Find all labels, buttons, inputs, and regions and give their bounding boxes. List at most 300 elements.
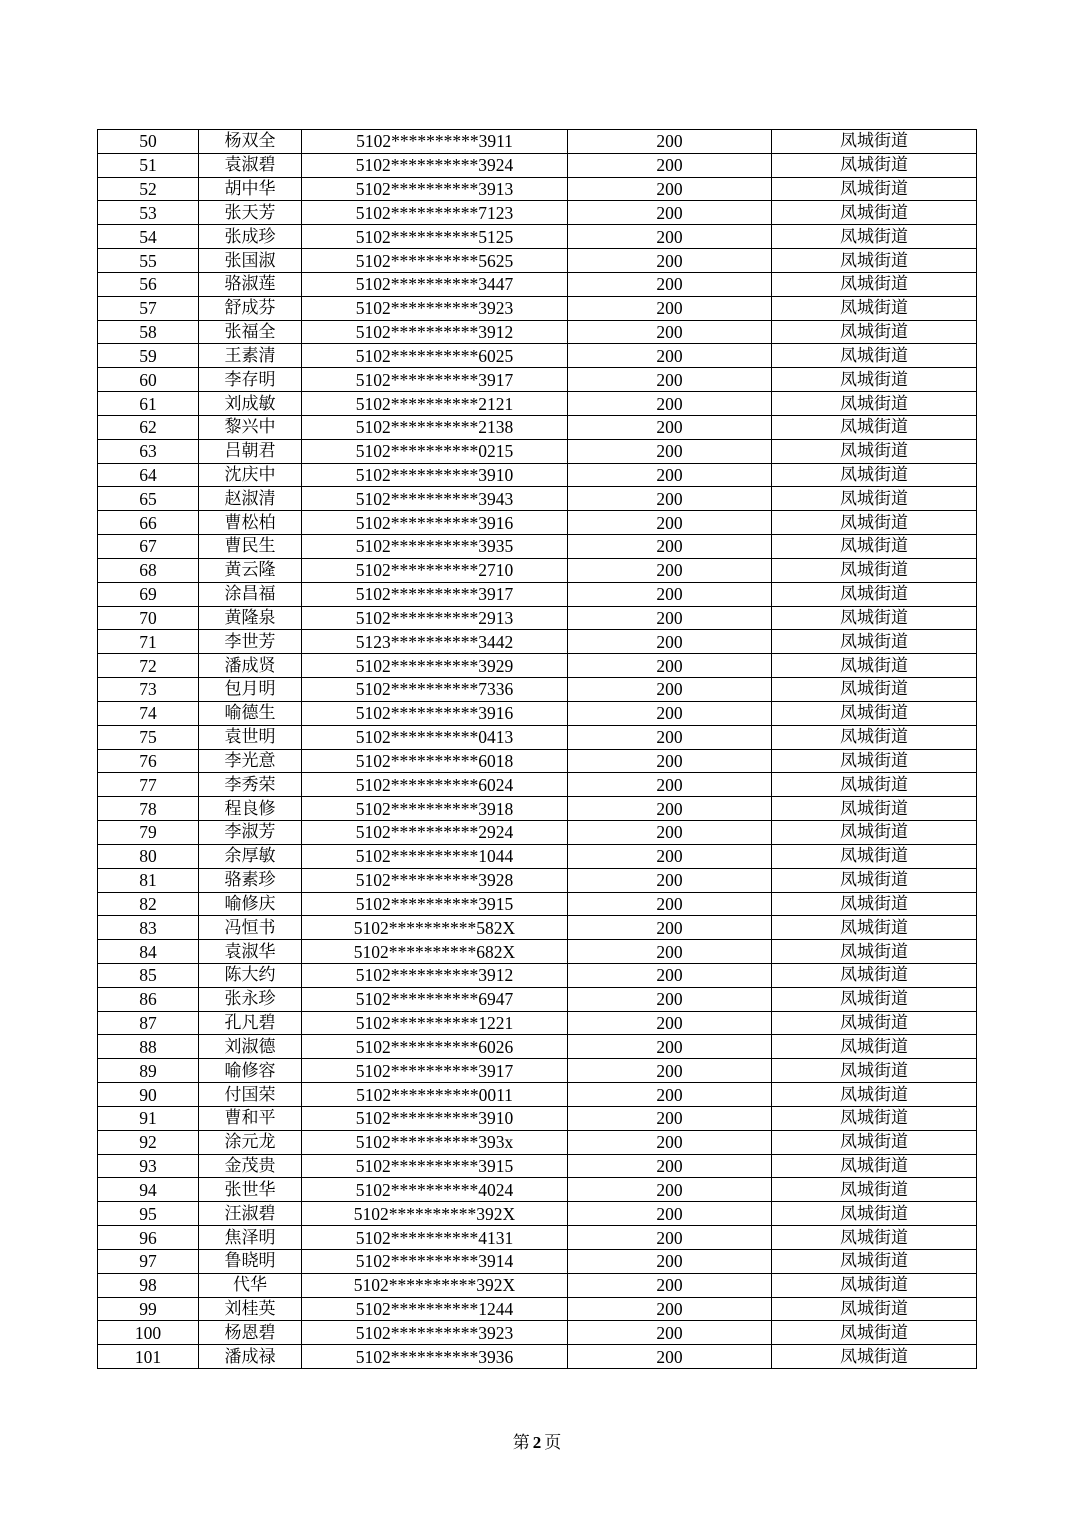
person-name-cell: 付国荣	[199, 1083, 302, 1107]
person-name-cell: 李光意	[199, 749, 302, 773]
amount-cell: 200	[568, 606, 772, 630]
area-name-cell: 凤城街道	[772, 1130, 977, 1154]
row-number-cell: 58	[98, 320, 199, 344]
page-label-suffix: 页	[544, 1433, 562, 1453]
id-number-cell: 5102**********2710	[302, 558, 568, 582]
row-number-cell: 78	[98, 797, 199, 821]
id-number-cell: 5102**********1044	[302, 844, 568, 868]
amount-cell: 200	[568, 272, 772, 296]
row-number-cell: 52	[98, 177, 199, 201]
area-name-cell: 凤城街道	[772, 439, 977, 463]
area-name-cell: 凤城街道	[772, 249, 977, 273]
area-name-cell: 凤城街道	[772, 201, 977, 225]
amount-cell: 200	[568, 392, 772, 416]
row-number-cell: 92	[98, 1130, 199, 1154]
id-number-cell: 5102**********3915	[302, 1154, 568, 1178]
person-name-cell: 吕朝君	[199, 439, 302, 463]
area-name-cell: 凤城街道	[772, 344, 977, 368]
id-number-cell: 5102**********3913	[302, 177, 568, 201]
person-name-cell: 黄隆泉	[199, 606, 302, 630]
id-number-cell: 5102**********3923	[302, 1321, 568, 1345]
id-number-cell: 5102**********4131	[302, 1226, 568, 1250]
person-name-cell: 鲁晓明	[199, 1249, 302, 1273]
table-row	[98, 654, 977, 678]
table-row	[98, 249, 977, 273]
area-name-cell: 凤城街道	[772, 725, 977, 749]
id-number-cell: 5102**********3911	[302, 130, 568, 154]
table-row	[98, 1321, 977, 1345]
table-row	[98, 1202, 977, 1226]
row-number-cell: 95	[98, 1202, 199, 1226]
id-number-cell: 5102**********1244	[302, 1297, 568, 1321]
table-row	[98, 535, 977, 559]
id-number-cell: 5102**********2913	[302, 606, 568, 630]
amount-cell: 200	[568, 844, 772, 868]
table-row	[98, 1011, 977, 1035]
person-name-cell: 杨双全	[199, 130, 302, 154]
person-name-cell: 曹民生	[199, 535, 302, 559]
id-number-cell: 5102**********3917	[302, 582, 568, 606]
id-number-cell: 5102**********5625	[302, 249, 568, 273]
amount-cell: 200	[568, 678, 772, 702]
id-number-cell: 5102**********3916	[302, 701, 568, 725]
person-name-cell: 喻德生	[199, 701, 302, 725]
area-name-cell: 凤城街道	[772, 606, 977, 630]
table-row	[98, 558, 977, 582]
table-row	[98, 678, 977, 702]
person-name-cell: 代华	[199, 1273, 302, 1297]
person-name-cell: 张成珍	[199, 225, 302, 249]
row-number-cell: 57	[98, 296, 199, 320]
row-number-cell: 90	[98, 1083, 199, 1107]
amount-cell: 200	[568, 1035, 772, 1059]
amount-cell: 200	[568, 320, 772, 344]
amount-cell: 200	[568, 1202, 772, 1226]
amount-cell: 200	[568, 439, 772, 463]
amount-cell: 200	[568, 1154, 772, 1178]
row-number-cell: 83	[98, 916, 199, 940]
id-number-cell: 5102**********392X	[302, 1273, 568, 1297]
row-number-cell: 74	[98, 701, 199, 725]
person-name-cell: 舒成芬	[199, 296, 302, 320]
area-name-cell: 凤城街道	[772, 844, 977, 868]
table-row	[98, 1273, 977, 1297]
table-row	[98, 1345, 977, 1369]
person-name-cell: 李秀荣	[199, 773, 302, 797]
person-name-cell: 汪淑碧	[199, 1202, 302, 1226]
id-number-cell: 5102**********2138	[302, 415, 568, 439]
recipient-table	[97, 129, 977, 1369]
id-number-cell: 5102**********2121	[302, 392, 568, 416]
person-name-cell: 喻修庆	[199, 892, 302, 916]
area-name-cell: 凤城街道	[772, 1178, 977, 1202]
person-name-cell: 沈庆中	[199, 463, 302, 487]
id-number-cell: 5102**********3910	[302, 463, 568, 487]
area-name-cell: 凤城街道	[772, 701, 977, 725]
row-number-cell: 79	[98, 821, 199, 845]
table-row	[98, 749, 977, 773]
id-number-cell: 5102**********3912	[302, 320, 568, 344]
row-number-cell: 56	[98, 272, 199, 296]
id-number-cell: 5102**********6024	[302, 773, 568, 797]
table-row	[98, 487, 977, 511]
person-name-cell: 张世华	[199, 1178, 302, 1202]
row-number-cell: 73	[98, 678, 199, 702]
table-row	[98, 892, 977, 916]
row-number-cell: 65	[98, 487, 199, 511]
table-row	[98, 987, 977, 1011]
row-number-cell: 68	[98, 558, 199, 582]
amount-cell: 200	[568, 344, 772, 368]
person-name-cell: 袁淑碧	[199, 153, 302, 177]
table-row	[98, 1059, 977, 1083]
person-name-cell: 袁淑华	[199, 940, 302, 964]
id-number-cell: 5102**********7123	[302, 201, 568, 225]
table-row	[98, 225, 977, 249]
table-row	[98, 320, 977, 344]
area-name-cell: 凤城街道	[772, 1083, 977, 1107]
row-number-cell: 66	[98, 511, 199, 535]
area-name-cell: 凤城街道	[772, 987, 977, 1011]
amount-cell: 200	[568, 368, 772, 392]
table-row	[98, 415, 977, 439]
amount-cell: 200	[568, 749, 772, 773]
id-number-cell: 5102**********0413	[302, 725, 568, 749]
row-number-cell: 51	[98, 153, 199, 177]
id-number-cell: 5102**********393x	[302, 1130, 568, 1154]
id-number-cell: 5102**********3914	[302, 1249, 568, 1273]
id-number-cell: 5102**********2924	[302, 821, 568, 845]
amount-cell: 200	[568, 177, 772, 201]
row-number-cell: 70	[98, 606, 199, 630]
row-number-cell: 87	[98, 1011, 199, 1035]
table-row	[98, 511, 977, 535]
table-row	[98, 344, 977, 368]
row-number-cell: 101	[98, 1345, 199, 1369]
row-number-cell: 71	[98, 630, 199, 654]
amount-cell: 200	[568, 463, 772, 487]
person-name-cell: 涂昌福	[199, 582, 302, 606]
person-name-cell: 包月明	[199, 678, 302, 702]
row-number-cell: 69	[98, 582, 199, 606]
person-name-cell: 胡中华	[199, 177, 302, 201]
table-row	[98, 1106, 977, 1130]
table-row	[98, 201, 977, 225]
amount-cell: 200	[568, 1249, 772, 1273]
table-row	[98, 463, 977, 487]
area-name-cell: 凤城街道	[772, 821, 977, 845]
person-name-cell: 刘淑德	[199, 1035, 302, 1059]
amount-cell: 200	[568, 201, 772, 225]
amount-cell: 200	[568, 701, 772, 725]
table-row	[98, 1154, 977, 1178]
id-number-cell: 5102**********3928	[302, 868, 568, 892]
amount-cell: 200	[568, 963, 772, 987]
table-row	[98, 272, 977, 296]
page-number: 2	[532, 1433, 542, 1452]
id-number-cell: 5102**********3912	[302, 963, 568, 987]
area-name-cell: 凤城街道	[772, 177, 977, 201]
row-number-cell: 86	[98, 987, 199, 1011]
row-number-cell: 99	[98, 1297, 199, 1321]
table-row	[98, 153, 977, 177]
row-number-cell: 81	[98, 868, 199, 892]
table-row	[98, 392, 977, 416]
area-name-cell: 凤城街道	[772, 225, 977, 249]
amount-cell: 200	[568, 630, 772, 654]
row-number-cell: 88	[98, 1035, 199, 1059]
table-row	[98, 368, 977, 392]
person-name-cell: 孔凡碧	[199, 1011, 302, 1035]
area-name-cell: 凤城街道	[772, 1345, 977, 1369]
area-name-cell: 凤城街道	[772, 1321, 977, 1345]
row-number-cell: 82	[98, 892, 199, 916]
row-number-cell: 98	[98, 1273, 199, 1297]
row-number-cell: 94	[98, 1178, 199, 1202]
area-name-cell: 凤城街道	[772, 1059, 977, 1083]
row-number-cell: 84	[98, 940, 199, 964]
row-number-cell: 76	[98, 749, 199, 773]
id-number-cell: 5102**********3929	[302, 654, 568, 678]
person-name-cell: 陈大约	[199, 963, 302, 987]
row-number-cell: 62	[98, 415, 199, 439]
person-name-cell: 骆淑莲	[199, 272, 302, 296]
row-number-cell: 100	[98, 1321, 199, 1345]
person-name-cell: 李存明	[199, 368, 302, 392]
person-name-cell: 张国淑	[199, 249, 302, 273]
id-number-cell: 5102**********3923	[302, 296, 568, 320]
person-name-cell: 李世芳	[199, 630, 302, 654]
area-name-cell: 凤城街道	[772, 892, 977, 916]
person-name-cell: 刘成敏	[199, 392, 302, 416]
table-row	[98, 1249, 977, 1273]
amount-cell: 200	[568, 153, 772, 177]
row-number-cell: 63	[98, 439, 199, 463]
id-number-cell: 5102**********3915	[302, 892, 568, 916]
amount-cell: 200	[568, 940, 772, 964]
area-name-cell: 凤城街道	[772, 1035, 977, 1059]
id-number-cell: 5102**********582X	[302, 916, 568, 940]
table-row	[98, 844, 977, 868]
id-number-cell: 5102**********3910	[302, 1106, 568, 1130]
amount-cell: 200	[568, 1130, 772, 1154]
amount-cell: 200	[568, 1011, 772, 1035]
table-row	[98, 1130, 977, 1154]
amount-cell: 200	[568, 1345, 772, 1369]
area-name-cell: 凤城街道	[772, 558, 977, 582]
person-name-cell: 曹和平	[199, 1106, 302, 1130]
table-row	[98, 1226, 977, 1250]
table-row	[98, 701, 977, 725]
person-name-cell: 潘成禄	[199, 1345, 302, 1369]
table-row	[98, 130, 977, 154]
id-number-cell: 5102**********3935	[302, 535, 568, 559]
table-row	[98, 940, 977, 964]
area-name-cell: 凤城街道	[772, 1202, 977, 1226]
id-number-cell: 5102**********3917	[302, 368, 568, 392]
area-name-cell: 凤城街道	[772, 797, 977, 821]
person-name-cell: 杨恩碧	[199, 1321, 302, 1345]
amount-cell: 200	[568, 487, 772, 511]
amount-cell: 200	[568, 296, 772, 320]
area-name-cell: 凤城街道	[772, 1297, 977, 1321]
id-number-cell: 5102**********3447	[302, 272, 568, 296]
id-number-cell: 5102**********6025	[302, 344, 568, 368]
amount-cell: 200	[568, 249, 772, 273]
row-number-cell: 80	[98, 844, 199, 868]
amount-cell: 200	[568, 511, 772, 535]
page-label-prefix: 第	[512, 1433, 530, 1453]
row-number-cell: 77	[98, 773, 199, 797]
id-number-cell: 5102**********3924	[302, 153, 568, 177]
area-name-cell: 凤城街道	[772, 463, 977, 487]
id-number-cell: 5102**********3936	[302, 1345, 568, 1369]
row-number-cell: 75	[98, 725, 199, 749]
person-name-cell: 袁世明	[199, 725, 302, 749]
person-name-cell: 李淑芳	[199, 821, 302, 845]
id-number-cell: 5102**********3943	[302, 487, 568, 511]
person-name-cell: 涂元龙	[199, 1130, 302, 1154]
area-name-cell: 凤城街道	[772, 940, 977, 964]
area-name-cell: 凤城街道	[772, 320, 977, 344]
person-name-cell: 余厚敏	[199, 844, 302, 868]
area-name-cell: 凤城街道	[772, 368, 977, 392]
area-name-cell: 凤城街道	[772, 678, 977, 702]
table-row	[98, 725, 977, 749]
row-number-cell: 97	[98, 1249, 199, 1273]
amount-cell: 200	[568, 773, 772, 797]
table-row	[98, 1297, 977, 1321]
row-number-cell: 67	[98, 535, 199, 559]
person-name-cell: 喻修容	[199, 1059, 302, 1083]
amount-cell: 200	[568, 892, 772, 916]
row-number-cell: 89	[98, 1059, 199, 1083]
table-row	[98, 797, 977, 821]
id-number-cell: 5102**********6018	[302, 749, 568, 773]
area-name-cell: 凤城街道	[772, 296, 977, 320]
id-number-cell: 5102**********682X	[302, 940, 568, 964]
id-number-cell: 5102**********1221	[302, 1011, 568, 1035]
amount-cell: 200	[568, 1106, 772, 1130]
amount-cell: 200	[568, 725, 772, 749]
id-number-cell: 5102**********7336	[302, 678, 568, 702]
person-name-cell: 刘桂英	[199, 1297, 302, 1321]
amount-cell: 200	[568, 225, 772, 249]
table-row	[98, 916, 977, 940]
area-name-cell: 凤城街道	[772, 1273, 977, 1297]
table-row	[98, 296, 977, 320]
area-name-cell: 凤城街道	[772, 654, 977, 678]
area-name-cell: 凤城街道	[772, 392, 977, 416]
table-row	[98, 1083, 977, 1107]
area-name-cell: 凤城街道	[772, 868, 977, 892]
amount-cell: 200	[568, 868, 772, 892]
person-name-cell: 曹松柏	[199, 511, 302, 535]
row-number-cell: 96	[98, 1226, 199, 1250]
area-name-cell: 凤城街道	[772, 1226, 977, 1250]
area-name-cell: 凤城街道	[772, 749, 977, 773]
person-name-cell: 冯恒书	[199, 916, 302, 940]
table-row	[98, 582, 977, 606]
table-row	[98, 606, 977, 630]
id-number-cell: 5102**********0011	[302, 1083, 568, 1107]
amount-cell: 200	[568, 821, 772, 845]
area-name-cell: 凤城街道	[772, 535, 977, 559]
area-name-cell: 凤城街道	[772, 130, 977, 154]
table-row	[98, 1035, 977, 1059]
person-name-cell: 王素清	[199, 344, 302, 368]
area-name-cell: 凤城街道	[772, 487, 977, 511]
amount-cell: 200	[568, 558, 772, 582]
table-body	[98, 130, 977, 1369]
id-number-cell: 5102**********4024	[302, 1178, 568, 1202]
row-number-cell: 59	[98, 344, 199, 368]
table-row	[98, 1178, 977, 1202]
table-row	[98, 773, 977, 797]
amount-cell: 200	[568, 1083, 772, 1107]
id-number-cell: 5102**********392X	[302, 1202, 568, 1226]
amount-cell: 200	[568, 1321, 772, 1345]
person-name-cell: 赵淑清	[199, 487, 302, 511]
table-row	[98, 868, 977, 892]
person-name-cell: 黄云隆	[199, 558, 302, 582]
amount-cell: 200	[568, 1059, 772, 1083]
id-number-cell: 5123**********3442	[302, 630, 568, 654]
person-name-cell: 张天芳	[199, 201, 302, 225]
table-row	[98, 963, 977, 987]
area-name-cell: 凤城街道	[772, 963, 977, 987]
amount-cell: 200	[568, 1297, 772, 1321]
amount-cell: 200	[568, 130, 772, 154]
page-footer	[0, 1428, 1074, 1453]
person-name-cell: 金茂贵	[199, 1154, 302, 1178]
amount-cell: 200	[568, 535, 772, 559]
table-row	[98, 177, 977, 201]
row-number-cell: 91	[98, 1106, 199, 1130]
area-name-cell: 凤城街道	[772, 916, 977, 940]
row-number-cell: 53	[98, 201, 199, 225]
person-name-cell: 焦泽明	[199, 1226, 302, 1250]
area-name-cell: 凤城街道	[772, 773, 977, 797]
row-number-cell: 60	[98, 368, 199, 392]
id-number-cell: 5102**********6947	[302, 987, 568, 1011]
person-name-cell: 骆素珍	[199, 868, 302, 892]
id-number-cell: 5102**********5125	[302, 225, 568, 249]
row-number-cell: 72	[98, 654, 199, 678]
row-number-cell: 50	[98, 130, 199, 154]
amount-cell: 200	[568, 415, 772, 439]
row-number-cell: 55	[98, 249, 199, 273]
amount-cell: 200	[568, 654, 772, 678]
row-number-cell: 93	[98, 1154, 199, 1178]
person-name-cell: 潘成贤	[199, 654, 302, 678]
amount-cell: 200	[568, 582, 772, 606]
person-name-cell: 张永珍	[199, 987, 302, 1011]
area-name-cell: 凤城街道	[772, 511, 977, 535]
area-name-cell: 凤城街道	[772, 415, 977, 439]
row-number-cell: 54	[98, 225, 199, 249]
amount-cell: 200	[568, 916, 772, 940]
id-number-cell: 5102**********3917	[302, 1059, 568, 1083]
id-number-cell: 5102**********0215	[302, 439, 568, 463]
area-name-cell: 凤城街道	[772, 630, 977, 654]
person-name-cell: 程良修	[199, 797, 302, 821]
row-number-cell: 85	[98, 963, 199, 987]
table-row	[98, 630, 977, 654]
area-name-cell: 凤城街道	[772, 1249, 977, 1273]
id-number-cell: 5102**********3918	[302, 797, 568, 821]
amount-cell: 200	[568, 1226, 772, 1250]
